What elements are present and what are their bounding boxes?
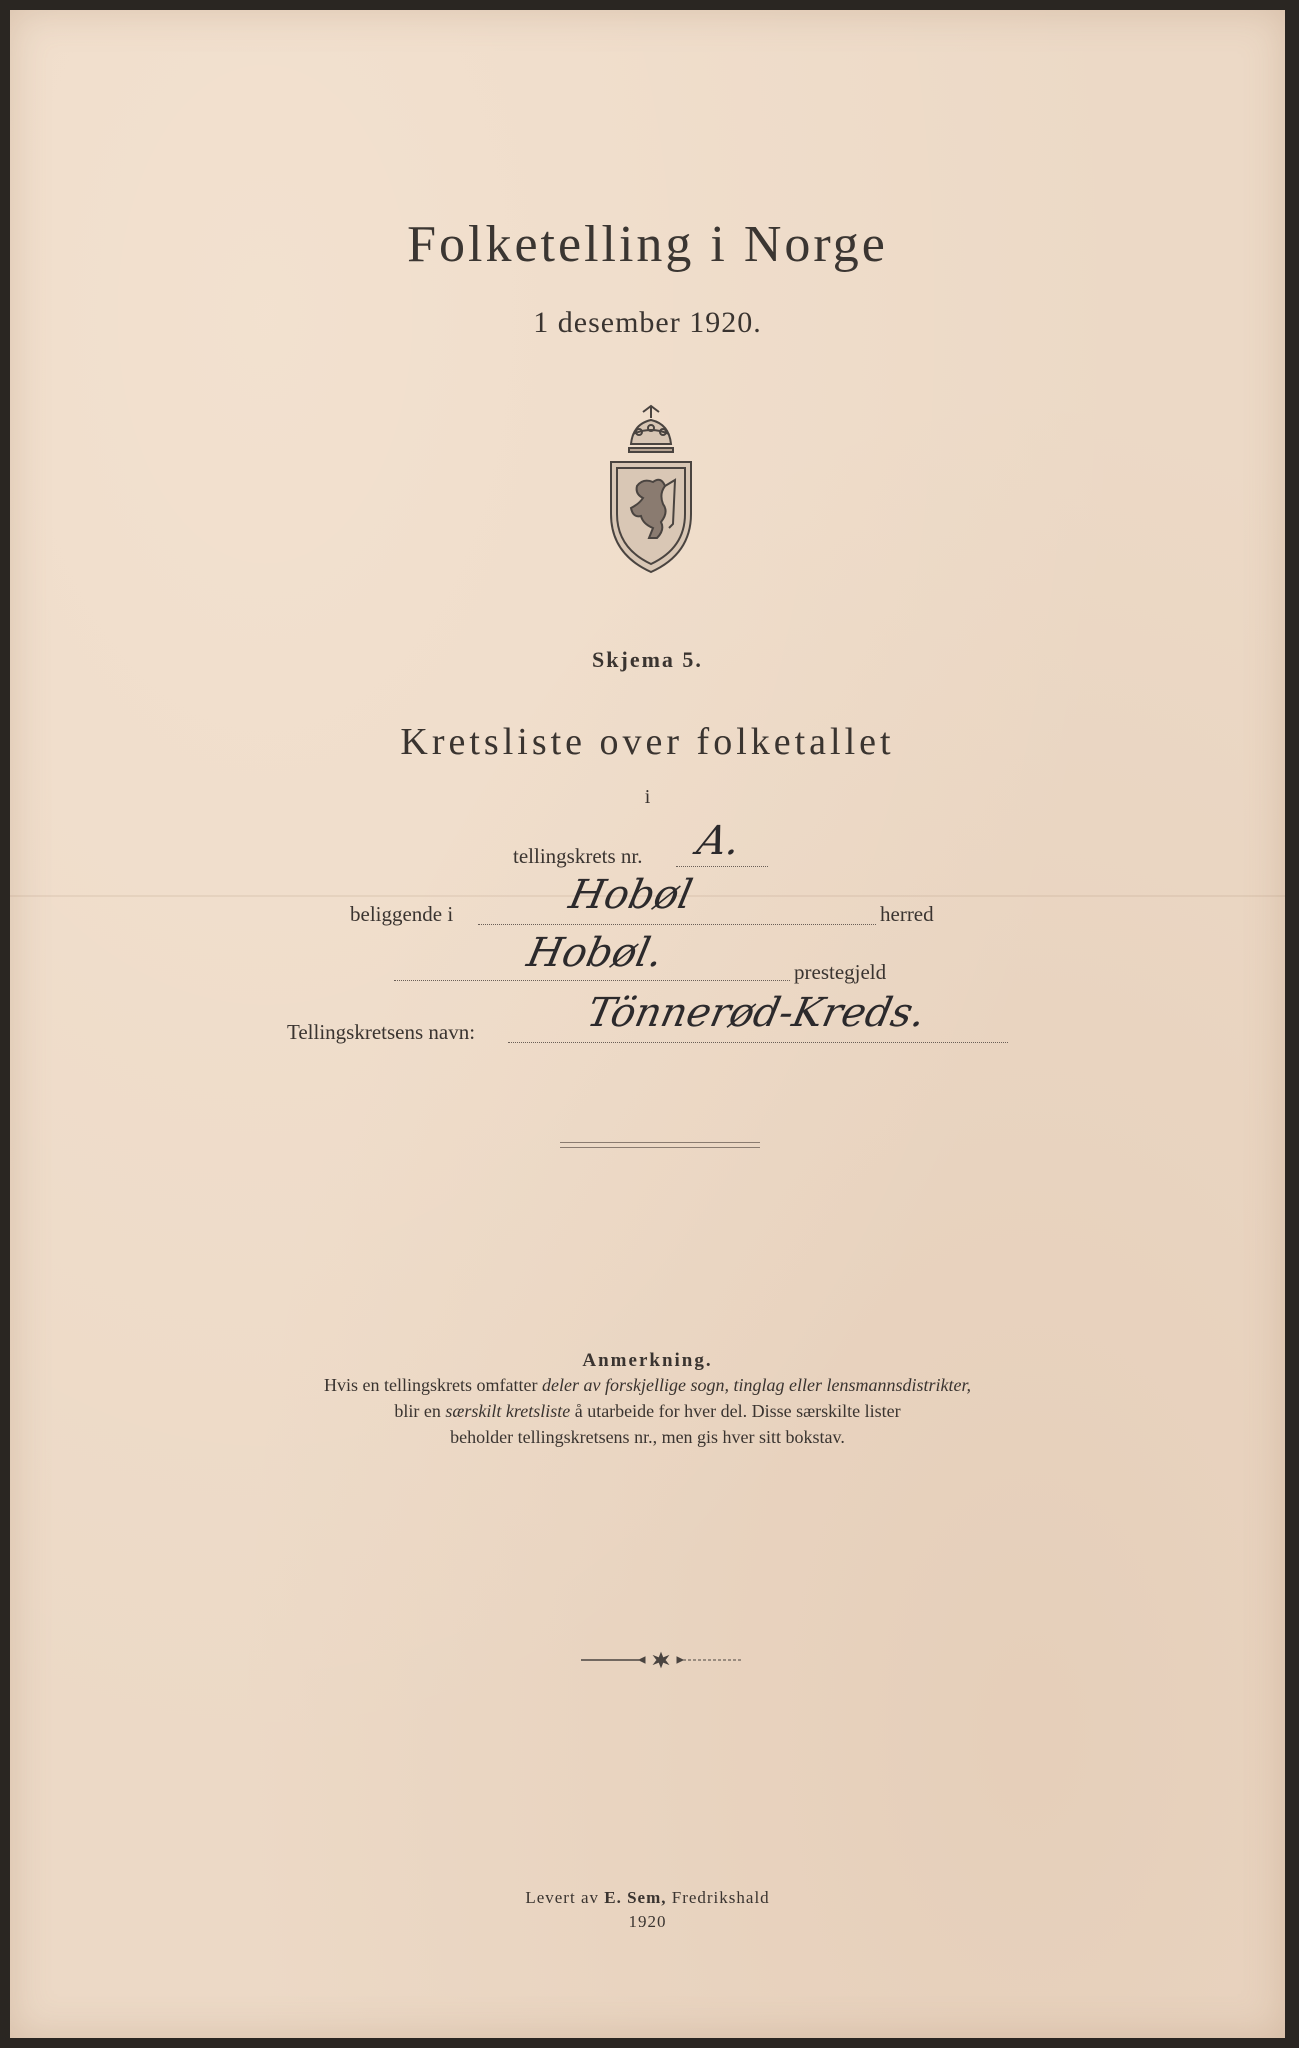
census-form-page xyxy=(10,10,1285,2038)
tellingskrets-dotted-line xyxy=(676,866,768,867)
census-date: 1 desember 1920. xyxy=(533,306,762,339)
kretsnavn-dotted-line xyxy=(508,1042,1008,1043)
note-line-2: blir en særskilt kretsliste å utarbeide for hver del. Disse særskilte lister xyxy=(394,1401,901,1421)
connector-word: i xyxy=(644,786,651,808)
note-heading: Anmerkning. xyxy=(582,1350,713,1371)
kretsnavn-label: Tellingskretsens navn: xyxy=(287,1020,476,1044)
printer-year: 1920 xyxy=(628,1912,667,1931)
prestegjeld-label: prestegjeld xyxy=(794,960,887,984)
prestegjeld-value: Hobøl. xyxy=(523,930,668,976)
note-line-1: Hvis en tellingskrets omfatter deler av forskjellige sogn, tinglag eller lensmannsdistrikter, xyxy=(324,1375,971,1395)
page-title: Folketelling i Norge xyxy=(407,216,888,273)
schema-number: Skjema 5. xyxy=(592,647,703,672)
herred-label: herred xyxy=(880,902,934,926)
printer-line: Levert av E. Sem, Fredrikshald xyxy=(525,1888,770,1907)
herred-value: Hobøl xyxy=(565,872,697,918)
norwegian-coat-of-arms-icon xyxy=(603,404,699,576)
prestegjeld-dotted-line xyxy=(394,980,790,981)
note-line-3: beholder tellingskretsens nr., men gis hver sitt bokstav. xyxy=(450,1427,845,1447)
tellingskrets-label: tellingskrets nr. xyxy=(513,844,643,868)
kretsnavn-value: Tönnerød-Kreds. xyxy=(583,990,930,1036)
tellingskrets-value: A. xyxy=(693,818,745,864)
beliggende-label: beliggende i xyxy=(350,902,454,926)
herred-dotted-line xyxy=(478,924,876,925)
form-title: Kretsliste over folketallet xyxy=(400,721,895,763)
divider-rule xyxy=(560,1142,760,1148)
ornamental-divider-icon xyxy=(581,1650,741,1670)
